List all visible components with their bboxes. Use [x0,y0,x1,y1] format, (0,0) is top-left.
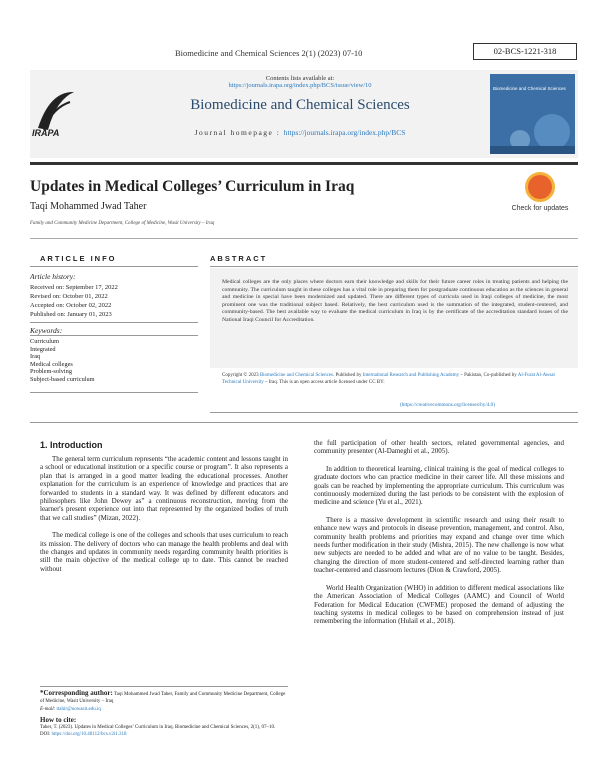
journal-link[interactable]: Biomedicine and Chemical Sciences [259,373,333,378]
keyword: Medical colleges [30,360,73,368]
author-affiliation: Family and Community Medicine Department, College of Medicine, Wasit University – Iraq [30,221,215,226]
keyword: Subject-based curriculum [30,375,95,383]
introduction-heading: 1. Introduction [40,440,103,450]
homepage-url-link[interactable]: https://journals.irapa.org/index.php/BCS [283,128,406,137]
copyright-notice [222,372,568,386]
keyword: Iraq [30,353,41,360]
author-name: Taqi Mohammed Jwad Taher [30,201,147,212]
body-column-right [314,439,564,635]
paragraph: World Health Organization (WHO) in addition to different medical associations like the American Association of Medical Colleges (AAMC) and Council of World Federation for Medical Education (CWFME) proposed the demand of adjusting the teaching systems in medical colleges to be based on comprehension instead of just remembering the information (Hulail et al., 2018). [314,583,564,626]
publisher-link[interactable]: International Research and Publishing Academy [362,373,460,378]
keywords-divider [30,335,198,336]
cite-label: How to cite: [40,715,77,724]
abstract-text: Medical colleges are the only places where doctors earn their knowledge and skills for their future career roles in treating patients and helping the community. The curriculum taught in these colleges has a vital role in preparing them for postgraduate continuous education as the sciences in general and medicine in special have been modernized and updated. There are different types of curricula used in Iraqi colleges of medicine, the most prominent one was the traditional subject based. Relatively, the best curriculum used is the summation of the integrated, student-centered, and community-based. The best available way to evaluate the medical curriculum in Iraq is by the certificate of the accreditation standard issues of the National Iraqi Council for Accreditation. [222,279,568,323]
paragraph: The general term curriculum represents “the academic content and lessons taught in a school or educational institution or a specific course or program”. It also represents a plan that is arranged in a good matter leading the educational processes. Another explanation for the curriculum is an experience of knowledge and practices that are forwarded to students in a standard way. It was defined by different educators and philosophers like John Dewey as” a continuous reconstruction, moving from the learner's present experience out into that represented by the organized bodies of truth that we call studies” (Mizan, 2022). [40,455,288,522]
contents-label: Contents lists available at: [265,75,335,82]
info-bottom-divider [30,392,198,393]
keywords-list [30,338,95,383]
keyword: Problem-solving [30,368,72,375]
history-received: Received on: September 17, 2022 [30,284,118,291]
history-published: Published on: January 01, 2023 [30,311,112,318]
email-line [40,707,288,714]
corresponding-label: *Corresponding author: [40,689,113,697]
copublisher-link[interactable]: Al-Furat Al-Awsat Technical University [222,373,555,385]
article-info-divider [30,266,198,267]
copyright-text: – Pakistan, Co-published by [460,373,517,378]
doi-label: DOI: [40,731,51,737]
contents-list [150,75,450,89]
check-updates-icon [525,172,555,202]
body-column-left [40,455,288,582]
footnote-divider [40,686,288,687]
check-for-updates-button[interactable] [508,172,572,232]
contents-url-link[interactable]: https://journals.irapa.org/index.php/BCS/issue/view/10 [228,82,372,89]
journal-title: Biomedicine and Chemical Sciences [190,97,410,113]
history-list [30,283,118,319]
paragraph: There is a massive development in scientific research and using their result to enhance new ways and protocols in disease prevention, management, and control. Also, community health problems and priorities may expand and change over time which needs further modification in their study (Mishra, 2015). The new challenge is now what new subjects are needed to be added and what are of no value to be taught. Besides, changing the direction of more student-centered and self-directed learning rather than teacher-centered and classroom lectures (Dion & Crawford, 2005). [314,515,564,575]
paragraph: the full participation of other health sectors, related governmental agencies, and community presenter (Al-Dameghi et al., 2005). [314,439,564,456]
email-link[interactable]: ttahir@uowasit.edu.iq [56,707,101,712]
body-divider [30,422,578,423]
history-accepted: Accepted on: October 02, 2022 [30,302,112,309]
abstract-bottom-divider [210,412,578,413]
license-link[interactable]: (https://creativecommons.org/licenses/by/4.0) [400,402,495,408]
keyword: Curriculum [30,338,60,345]
copyright-text: . Published by [333,373,362,378]
corresponding-author [40,690,288,705]
history-label: Article history: [30,272,76,281]
history-revised: Revised on: October 01, 2022 [30,293,108,300]
journal-homepage [150,128,450,137]
cover-pattern-icon [490,74,575,154]
title-divider [30,238,578,239]
keywords-label: Keywords: [30,326,63,335]
cite-text: Taher, T. (2023). Updates in Medical Colleges’ Curriculum in Iraq. Biomedicine and Chemical Sciences, 2(1), 07–10. [40,725,276,730]
footnote [40,690,288,738]
irapa-logo [30,86,80,146]
check-updates-label: Check for updates [511,205,569,212]
paragraph: In addition to theoretical learning, clinical training is the goal of medical colleges to graduate doctors who can practice medicine in their career life. All these missions and goals can be reached by implementing the appropriate curriculum. This curriculum was continuously modernized during the last periods to be consistent with the explosion of medicine and science (Yu et al., 2021). [314,464,564,507]
doi-link[interactable]: https://doi.org/10.48112/bcs.v2i1.318 [51,731,127,737]
cover-title: Biomedicine and Chemical Sciences [493,86,566,91]
logo-text: IRAPA [32,128,60,138]
document-id: 02-BCS-1221-318 [473,43,577,60]
email-label: E-mail: [40,707,56,712]
journal-cover-image [490,74,575,154]
doi-line [40,732,288,739]
header-divider [30,162,578,165]
article-title: Updates in Medical Colleges’ Curriculum in Iraq [30,178,355,195]
corresponding-text: Taqi Mohammed Jwad Taher, Family and Community Medicine Department, College of Medicine, Wasit University – Iraq [40,692,286,704]
keyword: Integrated [30,345,56,353]
paragraph: The medical college is one of the colleges and schools that uses curriculum to reach its mission. The delivery of doctors who can manage the health problems and deal with the changes and updates in community needs regarding community health priorities is still the main objective of the medical college up to date. This cannot be reached without [40,531,288,573]
abstract-heading: ABSTRACT [210,254,268,263]
abstract-divider [210,266,578,267]
keywords-divider-top [30,322,198,323]
article-info-heading: ARTICLE INFO [40,254,117,263]
homepage-label: Journal homepage : [194,128,281,137]
journal-citation-line: Biomedicine and Chemical Sciences 2(1) (2023) 07-10 [175,48,363,58]
copyright-text: Copyright © 2023 [222,373,259,378]
copyright-text: – Iraq. This is an open access article licensed under CC BY: [264,380,385,385]
